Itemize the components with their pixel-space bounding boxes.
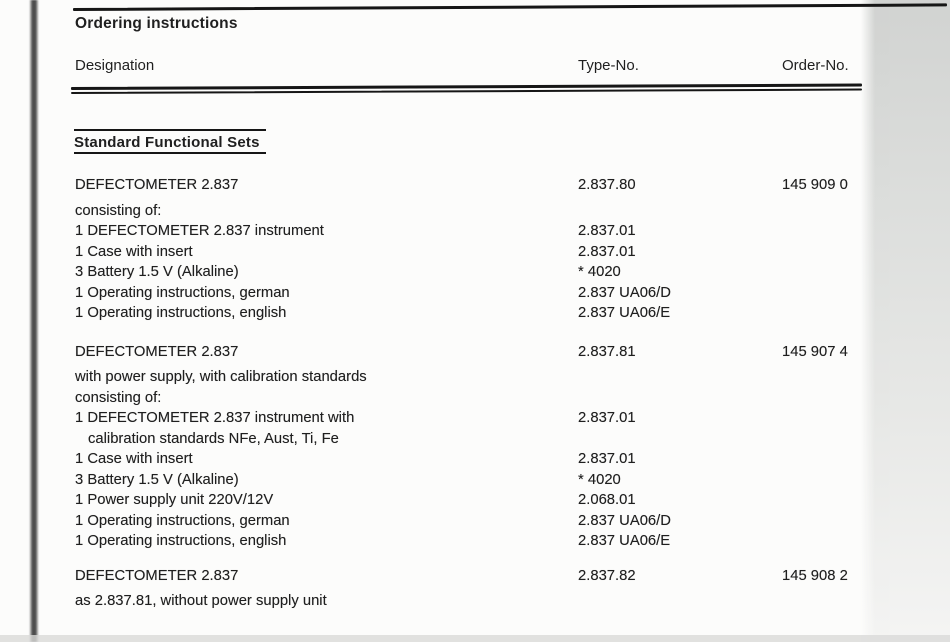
column-header-order-no: Order-No. [782,57,849,74]
table-row [75,388,875,409]
table-row [75,490,875,511]
column-header-designation: Designation [75,57,155,74]
table-row [75,429,875,450]
type-no-cell: 2.068.01 [578,492,636,508]
order-no-cell [782,388,875,409]
order-no-cell [782,221,875,242]
order-no-cell: 145 908 2 [782,567,848,584]
order-no-cell [782,470,875,491]
table-row [75,201,875,222]
header-double-rule [71,84,862,94]
type-no-cell: * 4020 [578,264,621,280]
type-no-cell: 2.837 UA06/D [578,512,671,529]
type-no-cell [578,591,782,612]
type-no-cell [578,201,782,222]
type-no-cell [578,367,782,388]
designation-cell: calibration standards NFe, Aust, Ti, Fe [88,430,339,447]
designation-cell: 1 Power supply unit 220V/12V [75,492,274,508]
order-no-cell [782,408,875,429]
order-no-cell: 145 907 4 [782,343,848,360]
table-row [75,367,875,388]
product-set [75,342,875,552]
designation-cell: 1 DEFECTOMETER 2.837 instrument [75,223,324,239]
table-row [75,470,875,491]
designation-cell: consisting of: [75,389,162,406]
product-set [75,566,875,612]
section-heading: Standard Functional Sets [74,129,266,154]
column-header-row [75,57,875,74]
designation-cell: consisting of: [75,202,162,219]
designation-cell: 3 Battery 1.5 V (Alkaline) [75,471,239,488]
designation-cell: 1 Operating instructions, german [75,512,290,529]
designation-cell: DEFECTOMETER 2.837 [75,343,239,360]
type-no-cell: 2.837.82 [578,567,636,584]
order-no-cell [782,303,875,324]
type-no-cell: 2.837 UA06/D [578,284,671,301]
designation-cell: 1 Case with insert [75,451,193,467]
type-no-cell: 2.837.01 [578,243,636,260]
table-row [75,283,875,304]
ordering-table-body [75,175,875,612]
table-row [75,175,875,196]
table-row [75,242,875,263]
type-no-cell: 2.837.01 [578,223,636,239]
order-no-cell [782,201,875,222]
type-no-cell: 2.837.81 [578,343,636,360]
product-set [75,175,875,324]
designation-cell: 1 Operating instructions, english [75,305,287,321]
table-row [75,303,875,324]
designation-cell: as 2.837.81, without power supply unit [75,593,327,609]
designation-cell: 3 Battery 1.5 V (Alkaline) [75,264,239,280]
type-no-cell: 2.837.80 [578,177,636,193]
order-no-cell [782,242,875,263]
scan-edge-left-band [29,0,39,642]
type-no-cell: * 4020 [578,471,621,488]
type-no-cell: 2.837.01 [578,451,636,467]
designation-cell: 1 Operating instructions, german [75,284,290,301]
type-no-cell: 2.837 UA06/E [578,533,671,549]
page-title: Ordering instructions [75,15,238,32]
table-row [75,221,875,242]
designation-cell: 1 Case with insert [75,243,193,260]
table-row [75,591,875,612]
order-no-cell [782,591,875,612]
order-no-cell [782,262,875,283]
top-horizontal-rule [73,3,947,11]
table-row [75,566,875,587]
type-no-cell: 2.837.01 [578,410,636,426]
column-header-type-no: Type-No. [578,57,639,74]
designation-cell: 1 Operating instructions, english [75,533,287,549]
type-no-cell: 2.837 UA06/E [578,305,671,321]
designation-cell: 1 DEFECTOMETER 2.837 instrument with [75,410,355,426]
order-no-cell [782,511,875,532]
order-no-cell [782,283,875,304]
order-no-cell [782,367,875,388]
order-no-cell: 145 909 0 [782,177,848,193]
order-no-cell [782,531,875,552]
designation-cell: DEFECTOMETER 2.837 [75,567,239,584]
order-no-cell [782,490,875,511]
type-no-cell [578,388,782,409]
table-row [75,342,875,363]
type-no-cell [578,429,782,450]
order-no-cell [782,449,875,470]
scan-edge-bottom-band [0,635,950,642]
table-row [75,408,875,429]
order-no-cell [782,429,875,450]
table-row [75,449,875,470]
designation-cell: with power supply, with calibration standards [75,369,367,385]
designation-cell: DEFECTOMETER 2.837 [75,177,239,193]
table-row [75,262,875,283]
table-row [75,511,875,532]
table-row [75,531,875,552]
